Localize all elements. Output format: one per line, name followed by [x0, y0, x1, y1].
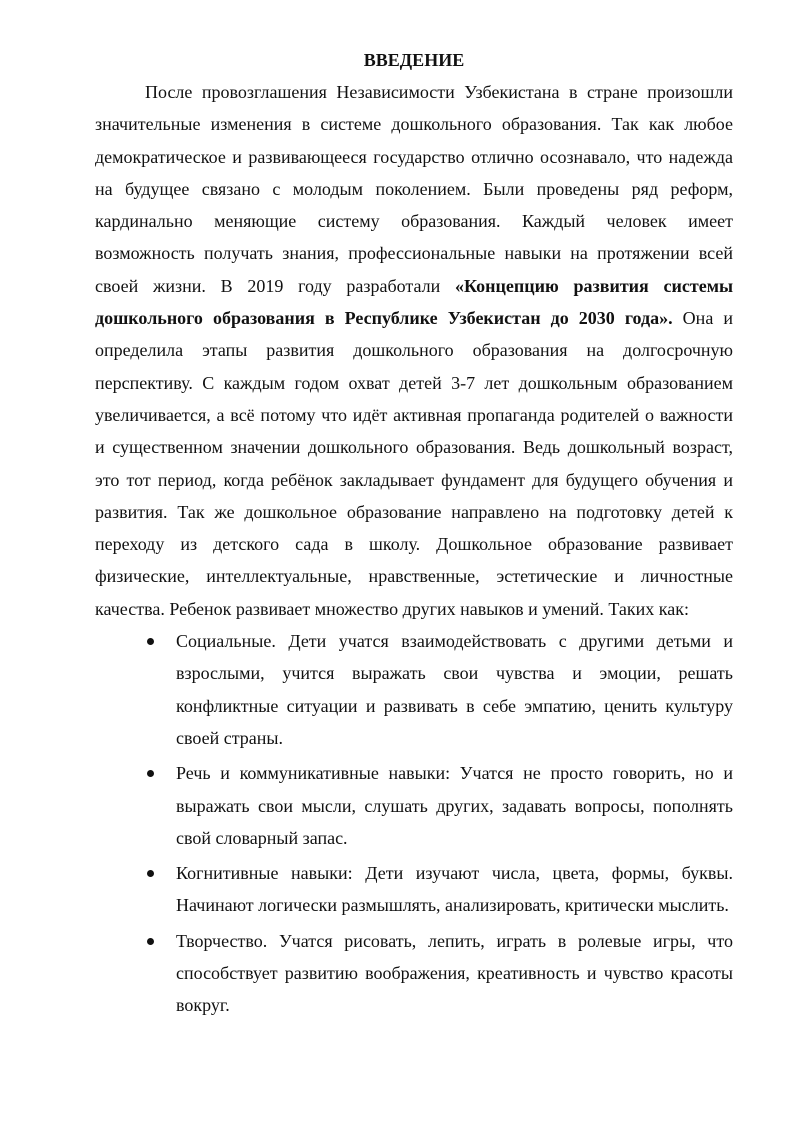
list-item-text: Творчество. Учатся рисовать, лепить, играть в ролевые игры, что способствует развитию воображения, креативность и чувство красоты вокруг.: [176, 930, 733, 1016]
list-item: [95, 857, 733, 922]
document-page: [95, 44, 733, 1025]
intro-bold-concept: «Концепцию развития системы дошкольного образования в Республике Узбекистан до 2030 года».: [95, 275, 734, 329]
document-title: ВВЕДЕНИЕ: [363, 50, 465, 70]
list-item-text: Речь и коммуникативные навыки: Учатся не просто говорить, но и выражать свои мысли, слушать других, задавать вопросы, пополнять свой словарный запас.: [176, 763, 733, 848]
list-item-text: Когнитивные навыки: Дети изучают числа, цвета, формы, буквы. Начинают логически размышлять, анализировать, критически мыслить.: [176, 863, 733, 916]
intro-text-part2: Она и определила этапы развития дошкольного образования на долгосрочную перспективу. С каждым годом охват детей 3-7 лет дошкольным образованием увеличивается, а всё потому что идёт активная пропаганда родителей о важности и существенном значении дошкольного образования. Ведь дошкольный возраст, это тот период, когда ребёнок закладывает фундамент для будущего обучения и развития. Так же дошкольное образование направлено на подготовку детей к переходу из детского сада в школу. Дошкольное образование развивает физические, интеллектуальные, нравственные, эстетические и личностные качества. Ребенок развивает множество других навыков и умений. Таких как:: [95, 308, 733, 619]
list-item: [95, 625, 733, 754]
skills-list: [95, 625, 733, 1022]
bullet-icon: [147, 638, 154, 645]
list-item: [95, 757, 733, 854]
bullet-icon: [147, 770, 154, 777]
intro-text-part1: После провозглашения Независимости Узбекистана в стране произошли значительные изменения в системе дошкольного образования. Так как любое демократическое и развивающееся государство отлично осознавало, что надежда на будущее связано с молодым поколением. Были проведены ряд реформ, кардинально меняющие систему образования. Каждый человек имеет возможность получать знания, профессиональные навыки на протяжении всей своей жизни. В 2019 году разработали: [95, 82, 733, 296]
bullet-icon: [147, 938, 154, 945]
bullet-icon: [147, 870, 154, 877]
list-item-text: Социальные. Дети учатся взаимодействовать с другими детьми и взрослыми, учится выражать свои чувства и эмоции, решать конфликтные ситуации и развивать в себе эмпатию, ценить культуру своей страны.: [176, 631, 733, 748]
list-item: [95, 925, 733, 1022]
intro-paragraph: [95, 76, 733, 625]
